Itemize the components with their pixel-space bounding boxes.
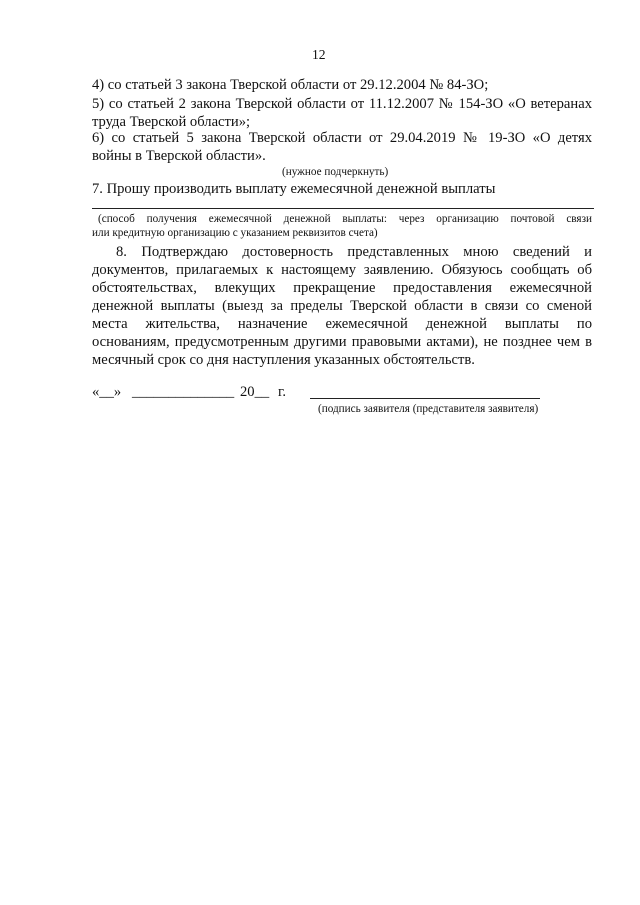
date-suffix: г. bbox=[278, 384, 286, 400]
date-year: 20__ bbox=[240, 384, 270, 400]
item-8-line-5: места жительства, назначение ежемесячной денежной выплаты по bbox=[92, 316, 592, 332]
date-blank: ______________ bbox=[132, 384, 235, 400]
item-6-line-2: войны в Тверской области». bbox=[92, 148, 266, 164]
item-5-line-2: труда Тверской области»; bbox=[92, 114, 251, 130]
item-4: 4) со статьей 3 закона Тверской области от 29.12.2004 № 84-ЗО; bbox=[92, 77, 489, 93]
item-8-line-7: месячный срок со дня наступления указанных обстоятельств. bbox=[92, 352, 475, 368]
signature-line bbox=[310, 398, 540, 399]
payment-method-line bbox=[92, 208, 594, 209]
underline-note: (нужное подчеркнуть) bbox=[282, 166, 389, 178]
item-8-line-3: обстоятельствах, влекущих прекращение предоставления ежемесячной bbox=[92, 280, 592, 296]
item-8-line-6: основаниям, предусмотренным другими правовыми актами), не позднее чем в bbox=[92, 334, 592, 350]
signature-caption: (подпись заявителя (представителя заявителя) bbox=[318, 403, 539, 415]
item-7: 7. Прошу производить выплату ежемесячной денежной выплаты bbox=[92, 181, 496, 197]
payment-method-note-line-1: (способ получения ежемесячной денежной выплаты: через организацию почтовой связи bbox=[98, 213, 592, 225]
payment-method-note-line-2: или кредитную организацию с указанием реквизитов счета) bbox=[92, 227, 378, 239]
date-open-quote: «__» bbox=[92, 384, 122, 400]
item-6-line-1: 6) со статьей 5 закона Тверской области от 29.04.2019 № 19-ЗО «О детях bbox=[92, 130, 592, 146]
item-8-line-4: денежной выплаты (выезд за пределы Тверской области в связи со сменой bbox=[92, 298, 592, 314]
item-5-line-1: 5) со статьей 2 закона Тверской области от 11.12.2007 № 154-ЗО «О ветеранах bbox=[92, 96, 592, 112]
item-8-line-2: документов, прилагаемых к настоящему заявлению. Обязуюсь сообщать об bbox=[92, 262, 592, 278]
item-8-line-1: 8. Подтверждаю достоверность представленных мною сведений и bbox=[116, 244, 592, 260]
page-number: 12 bbox=[312, 47, 326, 62]
